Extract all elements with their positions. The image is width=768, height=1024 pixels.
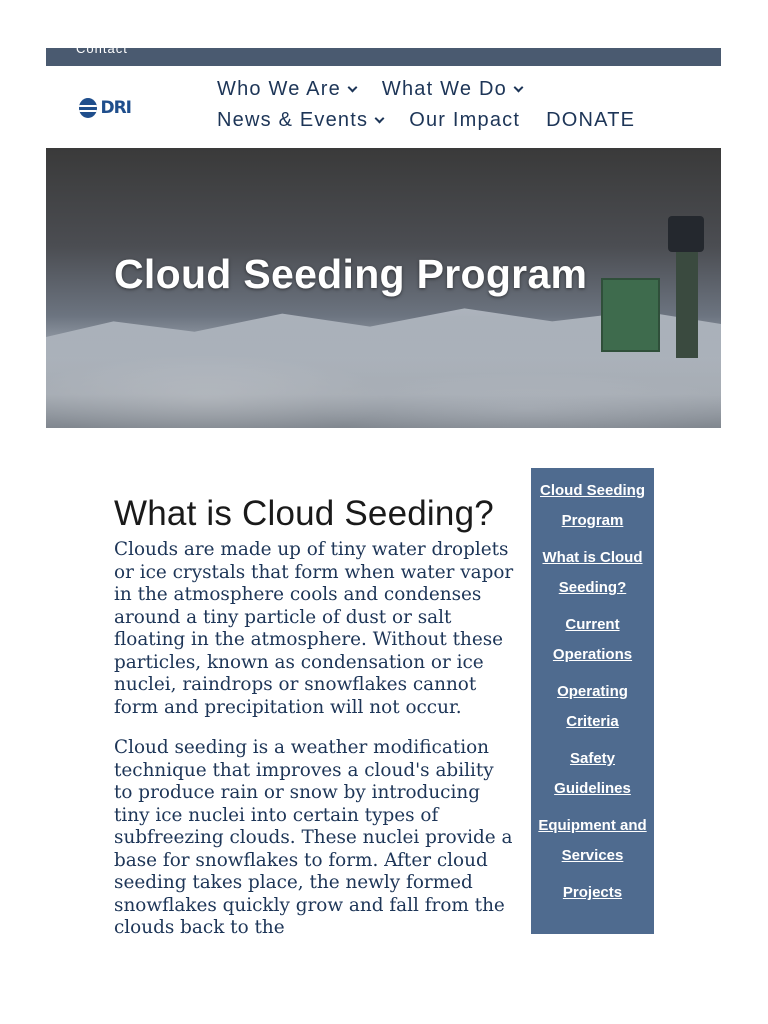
sidebar-item <box>535 476 650 536</box>
sidebar-link-equipment-services[interactable]: Equipment and Services <box>538 817 647 864</box>
logo-text: DRI <box>100 98 131 118</box>
section-heading: What is Cloud Seeding? <box>114 494 494 533</box>
contact-link[interactable]: Contact <box>76 41 128 56</box>
sidebar-item <box>535 878 650 908</box>
sidebar-link-what-is-cloud-seeding[interactable]: What is Cloud Seeding? <box>542 549 643 596</box>
nav-label: DONATE <box>546 109 636 131</box>
sidebar-item <box>535 543 650 603</box>
sidebar-item <box>535 744 650 804</box>
sidebar-links <box>531 468 654 908</box>
nav-what-we-do[interactable] <box>382 78 522 101</box>
sidebar-item <box>535 677 650 737</box>
hero-banner <box>46 148 721 428</box>
nav-label: What We Do <box>381 78 507 100</box>
chevron-down-icon <box>375 114 385 124</box>
globe-icon <box>79 98 97 118</box>
sidebar-link-safety-guidelines[interactable]: Safety Guidelines <box>554 750 631 797</box>
dri-logo[interactable] <box>79 96 131 120</box>
tower-housing <box>668 216 704 252</box>
sidebar-item <box>535 811 650 871</box>
sidebar-item <box>535 610 650 670</box>
nav-label: News & Events <box>217 109 369 131</box>
section-sidebar <box>531 468 654 934</box>
top-utility-bar <box>46 41 721 66</box>
sidebar-link-operating-criteria[interactable]: Operating Criteria <box>557 683 628 730</box>
main-content <box>114 494 514 958</box>
nav-row-2 <box>217 109 661 132</box>
chevron-down-icon <box>513 83 523 93</box>
sidebar-link-cloud-seeding-program[interactable]: Cloud Seeding Program <box>540 482 645 529</box>
paragraph: Clouds are made up of tiny water droplets or ice crystals that form when water vapor in the atmosphere cools and condenses around a tiny particle of dust or salt floating in the atmosphere. Without these particles, known as condensation or ice nuclei, raindrops or snowflakes cannot form and precipitation will not occur. <box>114 539 514 718</box>
site-header <box>46 66 721 148</box>
chevron-down-icon <box>347 83 357 93</box>
nav-our-impact[interactable] <box>409 109 520 132</box>
sidebar-link-projects[interactable]: Projects <box>562 884 623 901</box>
hero-title: Cloud Seeding Program <box>114 251 588 297</box>
nav-news-events[interactable] <box>217 109 383 132</box>
nav-donate[interactable] <box>546 109 635 132</box>
nav-row-1 <box>217 78 548 101</box>
nav-label: Who We Are <box>217 78 341 100</box>
equipment-shed <box>601 278 660 352</box>
paragraph: Cloud seeding is a weather modification technique that improves a cloud's ability to produce rain or snow by introducing tiny ice nuclei into certain types of subfreezing clouds. These nuclei provide a base for snowflakes to form. After cloud seeding takes place, the newly formed snowflakes quickly grow and fall from the clouds back to the <box>114 737 513 938</box>
nav-who-we-are[interactable] <box>217 78 356 101</box>
nav-label: Our Impact <box>409 109 521 131</box>
sidebar-link-current-operations[interactable]: Current Operations <box>552 616 633 663</box>
